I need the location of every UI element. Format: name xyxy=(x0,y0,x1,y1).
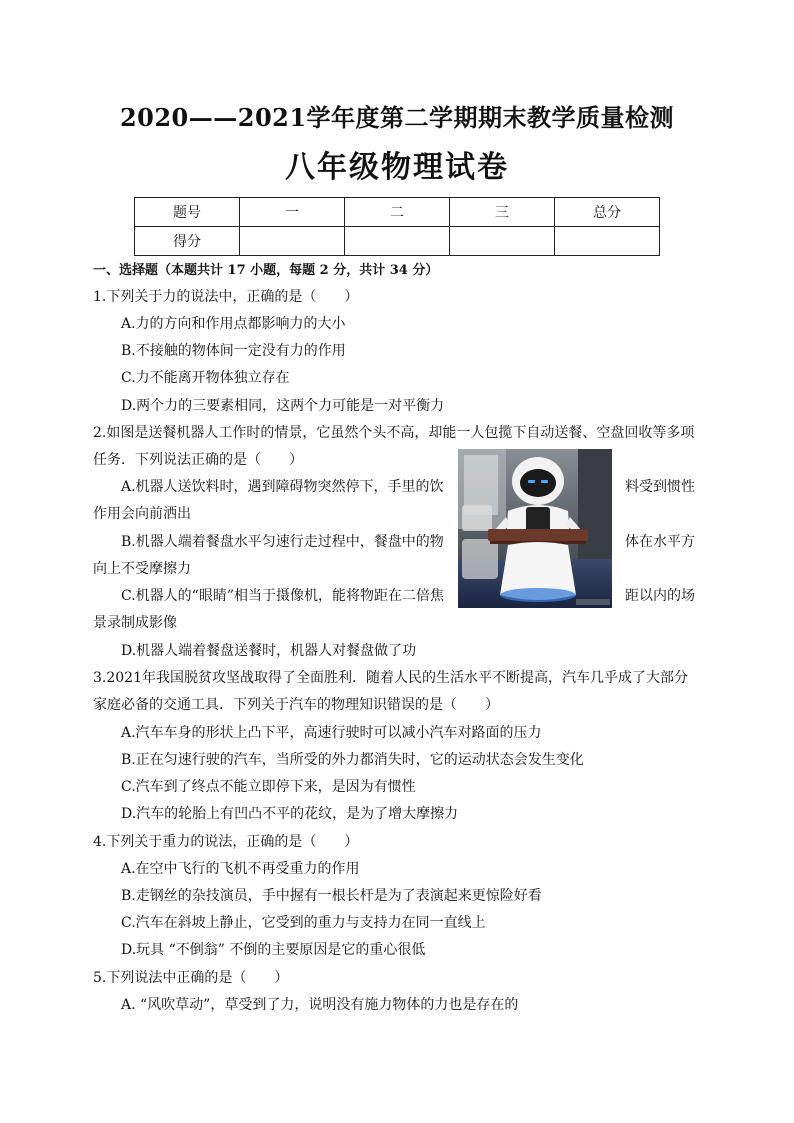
score-cell xyxy=(555,227,660,256)
score-cell: 得分 xyxy=(135,227,240,256)
score-cell: 三 xyxy=(450,198,555,227)
question-stem-continued: 任务．下列说法正确的是（ ） xyxy=(93,452,303,468)
exam-title: 2020——2021学年度第二学期期末教学质量检测 xyxy=(119,103,675,132)
option-c-wrap: 距以内的场 xyxy=(625,588,695,604)
question-stem-continued: 家庭必备的交通工具．下列关于汽车的物理知识错误的是（ ） xyxy=(93,697,499,713)
score-cell: 一 xyxy=(240,198,345,227)
question-stem: 3.2021年我国脱贫攻坚战取得了全面胜利．随着人民的生活水平不断提高，汽车几乎成了大部分 xyxy=(93,670,688,686)
option-c: C.机器人的“眼睛”相当于摄像机，能将物距在二倍焦 xyxy=(121,588,444,604)
option-c: C.汽车在斜坡上静止，它受到的重力与支持力在同一直线上 xyxy=(121,915,486,931)
option-a: A.汽车车身的形状上凸下平，高速行驶时可以减小汽车对路面的压力 xyxy=(121,725,542,741)
score-cell: 总分 xyxy=(555,198,660,227)
option-b: B.机器人端着餐盘水平匀速行走过程中，餐盘中的物 xyxy=(121,534,444,550)
option-d: D.两个力的三要素相同，这两个力可能是一对平衡力 xyxy=(121,398,445,414)
option-c: C.汽车到了终点不能立即停下来，是因为有惯性 xyxy=(121,779,416,795)
robot-illustration xyxy=(458,449,612,608)
option-c: C.力不能离开物体独立存在 xyxy=(121,370,290,386)
option-a: A.在空中飞行的飞机不再受重力的作用 xyxy=(121,861,360,877)
robot-photo xyxy=(458,449,612,608)
option-b: B.不接触的物体间一定没有力的作用 xyxy=(121,343,346,359)
option-b-continued: 向上不受摩擦力 xyxy=(93,561,191,577)
score-cell xyxy=(450,227,555,256)
question-stem: 4.下列关于重力的说法，正确的是（ ） xyxy=(93,834,359,850)
score-cell: 题号 xyxy=(135,198,240,227)
option-d: D.机器人端着餐盘送餐时，机器人对餐盘做了功 xyxy=(121,643,417,659)
section-heading: 一、选择题（本题共计 17 小题，每题 2 分，共计 34 分） xyxy=(93,263,439,278)
option-d: D.玩具 “不倒翁” 不倒的主要原因是它的重心很低 xyxy=(121,942,426,958)
option-a-wrap: 料受到惯性 xyxy=(625,479,695,495)
question-stem: 1.下列关于力的说法中，正确的是（ ） xyxy=(93,289,359,305)
score-table xyxy=(134,197,660,256)
score-table-score-row xyxy=(135,227,660,256)
option-d: D.汽车的轮胎上有凹凸不平的花纹，是为了增大摩擦力 xyxy=(121,806,459,822)
score-cell: 二 xyxy=(345,198,450,227)
exam-subtitle: 八年级物理试卷 xyxy=(285,150,509,185)
option-a: A.力的方向和作用点都影响力的大小 xyxy=(121,316,346,332)
option-b-wrap: 体在水平方 xyxy=(625,534,695,550)
score-cell xyxy=(240,227,345,256)
option-a-continued: 作用会向前洒出 xyxy=(93,506,191,522)
score-cell xyxy=(345,227,450,256)
option-c-continued: 景录制成影像 xyxy=(93,615,177,631)
score-table-header-row xyxy=(135,198,660,227)
option-a: A. “风吹草动”，草受到了力，说明没有施力物体的力也是存在的 xyxy=(121,997,519,1013)
question-stem: 5.下列说法中正确的是（ ） xyxy=(93,970,289,986)
option-a: A.机器人送饮料时，遇到障碍物突然停下，手里的饮 xyxy=(121,479,444,495)
option-b: B.正在匀速行驶的汽车，当所受的外力都消失时，它的运动状态会发生变化 xyxy=(121,752,584,768)
option-b: B.走钢丝的杂技演员，手中握有一根长杆是为了表演起来更惊险好看 xyxy=(121,888,542,904)
question-stem: 2.如图是送餐机器人工作时的情景，它虽然个头不高，却能一人包揽下自动送餐、空盘回收等多项 xyxy=(93,425,695,441)
